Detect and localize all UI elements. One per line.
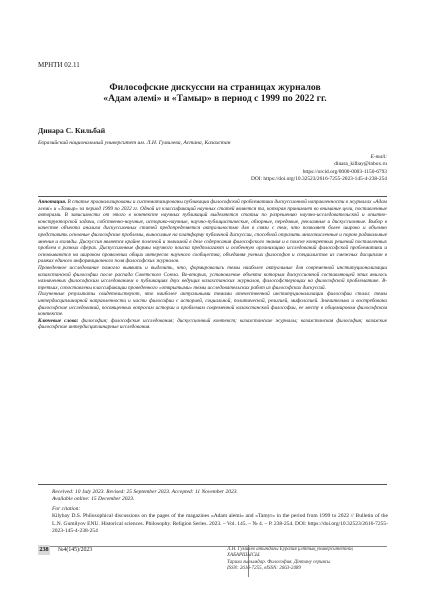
journal-info-line-2: Тарихи ғылымдар. Философия. Дінтану сериясы	[227, 559, 331, 565]
keywords-label: Ключевые слова:	[38, 317, 79, 324]
journal-info	[227, 547, 387, 573]
citation-text: Kilybay D.S. Philosophical discussions on the pages of the magazines «Adam alemi» and «Tamyr» in the period from 1999 to 2022 // Bulletin of the L.N. Gumilyov ENU. Historical sciences. Philosophy. Religion Series. 2023. – Vol. 145. – № 4. – P. 238-254. DOI: https://doi.org/10.32523/2616-7255-2023-145-4-238-254	[52, 513, 388, 534]
abstract-paragraph-1	[38, 199, 387, 265]
author-name: Динара С. Кильбай	[38, 126, 106, 135]
page-number: 238	[39, 546, 49, 553]
doi-link[interactable]: https://doi.org/10.32523/2616-7255-2023-145-4-238-254	[263, 175, 387, 182]
citation-label: For citation:	[52, 506, 81, 512]
doi-label: DOI:	[250, 175, 263, 182]
title-line-1: Философские дискуссии на страницах журналов	[109, 82, 321, 93]
contact-block	[251, 154, 387, 183]
grnti-code: МРНТИ 02.11	[38, 61, 80, 69]
submission-dates	[52, 489, 387, 504]
email-link[interactable]: dinara_kilbay@inbox.ru	[334, 161, 387, 168]
article-title	[60, 82, 370, 104]
abstract-paragraph-2: Проведенное исследование помогло выявить и выделить, что, формировались темы наиболее актуальные для современной институционализации казахстанской философии после распада Советского Союза. Во-вторых, установление объекта которым дискуссионной составляющей этих явилось назначенных философским исследованием о публикациях двух ведущих казахстанских журналов, философствующих на философской проблематике. В-третьих, сопоставлены классификации проведенного «открытыми» темы исследовательских работ из философских дискуссий.	[38, 264, 387, 291]
divider-bottom	[38, 484, 387, 485]
abstract-paragraph-3: Полученные результаты свидетельствуют, что наиболее актуальными темами отечественной институционализации философии стали: темы интердисциплинарной направленности и части философии с историей, социальной, политической, религией, мифологией. Значительна и востребована философские исследований, посвященных вопросам истории и проблемам современной казахстанской философии, ее месту в общемировом философском контексте.	[38, 291, 387, 318]
journal-info-line-1: Л.Н. Гумилев атындағы Еуразия ұлттық университетінің ХАБАРШЫСЫ.	[227, 547, 353, 559]
author-affiliation: Евразийский национальный университет им. Л.Н. Гумилева, Астана, Казахстан	[38, 140, 231, 146]
keywords-text: философия; философские исследования; дискуссионный контекст; казахстанские журналы; казахстанская философия; казахские философские интердисциплинарные исследования.	[38, 317, 388, 331]
abstract-text-1: В статье проанализированы и систематизированы публикации философской проблематики дискуссионной направленности в журналах «Адам әлемі» и «Тамыр» за период 1999 по 2022 гг. Одной из классификаций научных статей является та, которая принимает во внимание цели, поставленные авторами. В зависимости от этого в контексте научных публикаций выделяются статьи по разрешению научно-исследовательской и опытно-конструкторской задачи, собственно-научные, историко-научные, научно-публицистические, обзорные, передовые, рекламные и дискуссионные. Выбор в качестве объекта анализа дискуссионных статей предопределяется актуальностью для в связи с тем, что позволяет более широко и объемно представить основные философские проблемы, выносимые на платформу публичной дискуссии, способной отразить многочисленные и порою радикальные мнения и взгляды. Дискуссия является крайне полезной и значимой в деле содержания философского знания и в поиске конкретных решений поставленных проблем в разных сферах. Дискуссионные формы научного поиска предполагают и особенную организацию исследований философской проблематики и основываются на широком проявлении общих интересов научного сообщества, объединяя ученых философов и специалистов из смежных дисциплин в рамках единого информационного поля философских журналов.	[38, 199, 387, 265]
doi-line	[251, 176, 387, 183]
citation-block	[52, 506, 388, 535]
keywords	[38, 318, 387, 331]
abstract-label: Аннотация.	[38, 199, 67, 205]
email-label: E-mail:	[370, 154, 387, 160]
divider-top	[38, 196, 387, 197]
dates-line-2: Available online: 15 December 2023.	[52, 496, 135, 503]
title-line-2: «Адам әлемі» и «Тамыр» в период с 1999 по 2022 гг.	[103, 93, 327, 104]
abstract-section	[38, 199, 387, 331]
orcid-link[interactable]: https://orcid.org/0000-0003-1150-6793	[302, 168, 387, 175]
journal-info-line-3: ISSN: 2616-7255, eISSN: 2663-2489	[227, 566, 301, 572]
issue-number: №4(145)/2023	[58, 547, 93, 553]
dates-line-1: Received: 10 July 2023. Revised: 25 September 2023. Accepted: 11 November 2023.	[52, 489, 238, 495]
